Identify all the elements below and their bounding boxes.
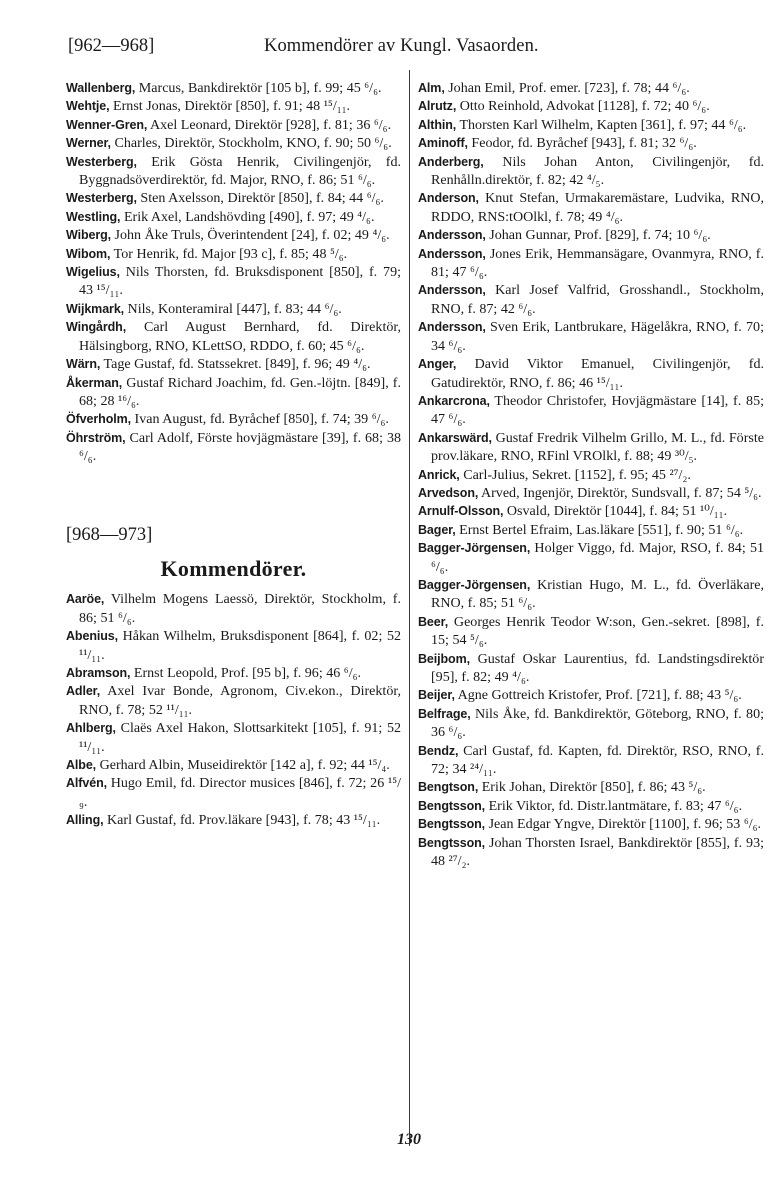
list-item: Westling, Erik Axel, Landshövding [490], f. 97; 49 ⁴/₆. bbox=[66, 208, 375, 225]
list-item: Wigelius, Nils Thorsten, fd. Bruksdisponent [850], f. 79; 43 ¹⁵/₁₁. bbox=[66, 264, 401, 299]
header-range: [962—968] bbox=[68, 36, 155, 56]
list-item: Andersson, Karl Josef Valfrid, Grosshandl., Stockholm, RNO, f. 87; 42 ⁶/₆. bbox=[418, 282, 764, 317]
list-item: Albe, Gerhard Albin, Museidirektör [142 a], f. 92; 44 ¹⁵/₄. bbox=[66, 757, 390, 773]
list-item: Wärn, Tage Gustaf, fd. Statssekret. [849], f. 96; 49 ⁴/₆. bbox=[66, 356, 371, 373]
column-divider bbox=[409, 70, 410, 1146]
list-item: Arnulf-Olsson, Osvald, Direktör [1044], f. 84; 51 ¹⁰/₁₁. bbox=[418, 503, 728, 520]
list-item: Andersson, Johan Gunnar, Prof. [829], f. 74; 10 ⁶/₆. bbox=[418, 227, 711, 244]
list-item: Anrick, Carl-Julius, Sekret. [1152], f. 95; 45 ²⁷/₂. bbox=[418, 466, 691, 483]
list-item: Wiberg, John Åke Truls, Överintendent [24], f. 02; 49 ⁴/₆. bbox=[66, 227, 390, 244]
list-item: Andersson, Jones Erik, Hemmansägare, Ovanmyra, RNO, f. 81; 47 ⁶/₆. bbox=[418, 245, 764, 281]
list-item: Ankarswärd, Gustaf Fredrik Vilhelm Grillo, M. L., fd. Förste prov.läkare, RNO, RFinl VROlkl, f. 88; 49 ³⁰/₅. bbox=[418, 429, 764, 465]
list-item: Andersson, Sven Erik, Lantbrukare, Hägelåkra, RNO, f. 70; 34 ⁶/₆. bbox=[418, 319, 764, 354]
list-item: Althin, Thorsten Karl Wilhelm, Kapten [361], f. 97; 44 ⁶/₆. bbox=[418, 116, 747, 133]
list-item: Wenner-Gren, Axel Leonard, Direktör [928], f. 81; 36 ⁶/₆. bbox=[66, 116, 392, 133]
list-item: Wijkmark, Nils, Konteramiral [447], f. 83; 44 ⁶/₆. bbox=[66, 300, 342, 317]
list-item: Bengtsson, Jean Edgar Yngve, Direktör [1100], f. 96; 53 ⁶/₆. bbox=[418, 816, 762, 833]
list-item: Beijer, Agne Gottreich Kristofer, Prof. [721], f. 88; 43 ⁵/₆. bbox=[418, 687, 742, 704]
list-item: Werner, Charles, Direktör, Stockholm, KNO, f. 90; 50 ⁶/₆. bbox=[66, 135, 392, 152]
list-item: Ankarcrona, Theodor Christofer, Hovjägmästare [14], f. 85; 47 ⁶/₆. bbox=[418, 392, 764, 428]
list-item: Wallenberg, Marcus, Bankdirektör [105 b], f. 99; 45 ⁶/₆. bbox=[66, 80, 382, 96]
list-item: Wibom, Tor Henrik, fd. Major [93 c], f. 85; 48 ⁵/₆. bbox=[66, 245, 348, 262]
header-title: Kommendörer av Kungl. Vasaorden. bbox=[264, 36, 539, 56]
list-item: Anderberg, Nils Johan Anton, Civilingenjör, fd. Renhålln.direktör, f. 82; 42 ⁴/₅. bbox=[418, 153, 764, 189]
list-item: Alm, Johan Emil, Prof. emer. [723], f. 78; 44 ⁶/₆. bbox=[418, 80, 690, 96]
list-item: Bengtsson, Erik Viktor, fd. Distr.lantmätare, f. 83; 47 ⁶/₆. bbox=[418, 797, 743, 814]
list-item: Anger, David Viktor Emanuel, Civilingenjör, fd. Gatudirektör, RNO, f. 86; 46 ¹⁵/₁₁. bbox=[418, 356, 764, 391]
list-item: Abenius, Håkan Wilhelm, Bruksdisponent [864], f. 02; 52 ¹¹/₁₁. bbox=[66, 628, 401, 663]
page-number: 130 bbox=[397, 1131, 421, 1148]
list-item: Åkerman, Gustaf Richard Joachim, fd. Gen.-löjtn. [849], f. 68; 28 ¹⁶/₆. bbox=[66, 374, 401, 409]
list-item: Westerberg, Erik Gösta Henrik, Civilingenjör, fd. Byggnadsöverdirektör, fd. Major, RNO, f. 86; 51 ⁶/₆. bbox=[66, 153, 401, 189]
list-item: Bengtson, Erik Johan, Direktör [850], f. 86; 43 ⁵/₆. bbox=[418, 779, 706, 796]
list-item: Wehtje, Ernst Jonas, Direktör [850], f. 91; 48 ¹⁵/₁₁. bbox=[66, 98, 351, 115]
list-item: Bagger-Jörgensen, Holger Viggo, fd. Major, RSO, f. 84; 51 ⁶/₆. bbox=[418, 540, 764, 575]
list-item: Aaröe, Vilhelm Mogens Laessö, Direktör, Stockholm, f. 86; 51 ⁶/₆. bbox=[66, 591, 401, 626]
list-item: Wingårdh, Carl August Bernhard, fd. Direktör, Hälsingborg, RNO, KLettSO, RDDO, f. 60; 45 ⁶/₆. bbox=[66, 319, 401, 354]
list-item: Ahlberg, Claës Axel Hakon, Slottsarkitekt [105], f. 91; 52 ¹¹/₁₁. bbox=[66, 720, 401, 755]
page-header bbox=[68, 36, 762, 62]
list-item: Anderson, Knut Stefan, Urmakaremästare, Ludvika, RNO, RDDO, RNS:tOOlkl, f. 78; 49 ⁴/₆. bbox=[418, 190, 764, 225]
entry-list-kommendorer bbox=[66, 590, 401, 829]
list-item: Öfverholm, Ivan August, fd. Byråchef [850], f. 74; 39 ⁶/₆. bbox=[66, 411, 389, 428]
list-item: Adler, Axel Ivar Bonde, Agronom, Civ.ekon., Direktör, RNO, f. 78; 52 ¹¹/₁₁. bbox=[66, 683, 401, 718]
list-item: Bengtsson, Johan Thorsten Israel, Bankdirektör [855], f. 93; 48 ²⁷/₂. bbox=[418, 834, 764, 870]
list-item: Bagger-Jörgensen, Kristian Hugo, M. L., fd. Överläkare, RNO, f. 85; 51 ⁶/₆. bbox=[418, 576, 764, 612]
left-column bbox=[66, 79, 401, 830]
list-item: Beijbom, Gustaf Oskar Laurentius, fd. Landstingsdirektör [95], f. 82; 49 ⁴/₆. bbox=[418, 650, 764, 685]
list-item: Öhrström, Carl Adolf, Förste hovjägmästare [39], f. 68; 38 ⁶/₆. bbox=[66, 429, 401, 465]
section-range: [968—973] bbox=[66, 524, 153, 545]
right-column bbox=[418, 79, 764, 870]
list-item: Alling, Karl Gustaf, fd. Prov.läkare [943], f. 78; 43 ¹⁵/₁₁. bbox=[66, 812, 381, 829]
list-item: Bager, Ernst Bertel Efraim, Las.läkare [551], f. 90; 51 ⁶/₆. bbox=[418, 521, 744, 538]
list-item: Bendz, Carl Gustaf, fd. Kapten, fd. Direktör, RSO, RNO, f. 72; 34 ²⁴/₁₁. bbox=[418, 742, 764, 778]
entry-list bbox=[66, 79, 401, 466]
list-item: Abramson, Ernst Leopold, Prof. [95 b], f. 96; 46 ⁶/₆. bbox=[66, 664, 362, 681]
list-item: Alrutz, Otto Reinhold, Advokat [1128], f. 72; 40 ⁶/₆. bbox=[418, 98, 710, 115]
list-item: Beer, Georges Henrik Teodor W:son, Gen.-sekret. [898], f. 15; 54 ⁵/₆. bbox=[418, 613, 764, 649]
list-item: Belfrage, Nils Åke, fd. Bankdirektör, Göteborg, RNO, f. 80; 36 ⁶/₆. bbox=[418, 705, 764, 741]
list-item: Arvedson, Arved, Ingenjör, Direktör, Sundsvall, f. 87; 54 ⁵/₆. bbox=[418, 484, 762, 501]
list-item: Westerberg, Sten Axelsson, Direktör [850], f. 84; 44 ⁶/₆. bbox=[66, 190, 384, 207]
section-heading: Kommendörer. bbox=[160, 555, 307, 581]
list-item: Aminoff, Feodor, fd. Byråchef [943], f. 81; 32 ⁶/₆. bbox=[418, 135, 697, 152]
list-item: Alfvén, Hugo Emil, fd. Director musices [846], f. 72; 26 ¹⁵/₉. bbox=[66, 775, 401, 810]
